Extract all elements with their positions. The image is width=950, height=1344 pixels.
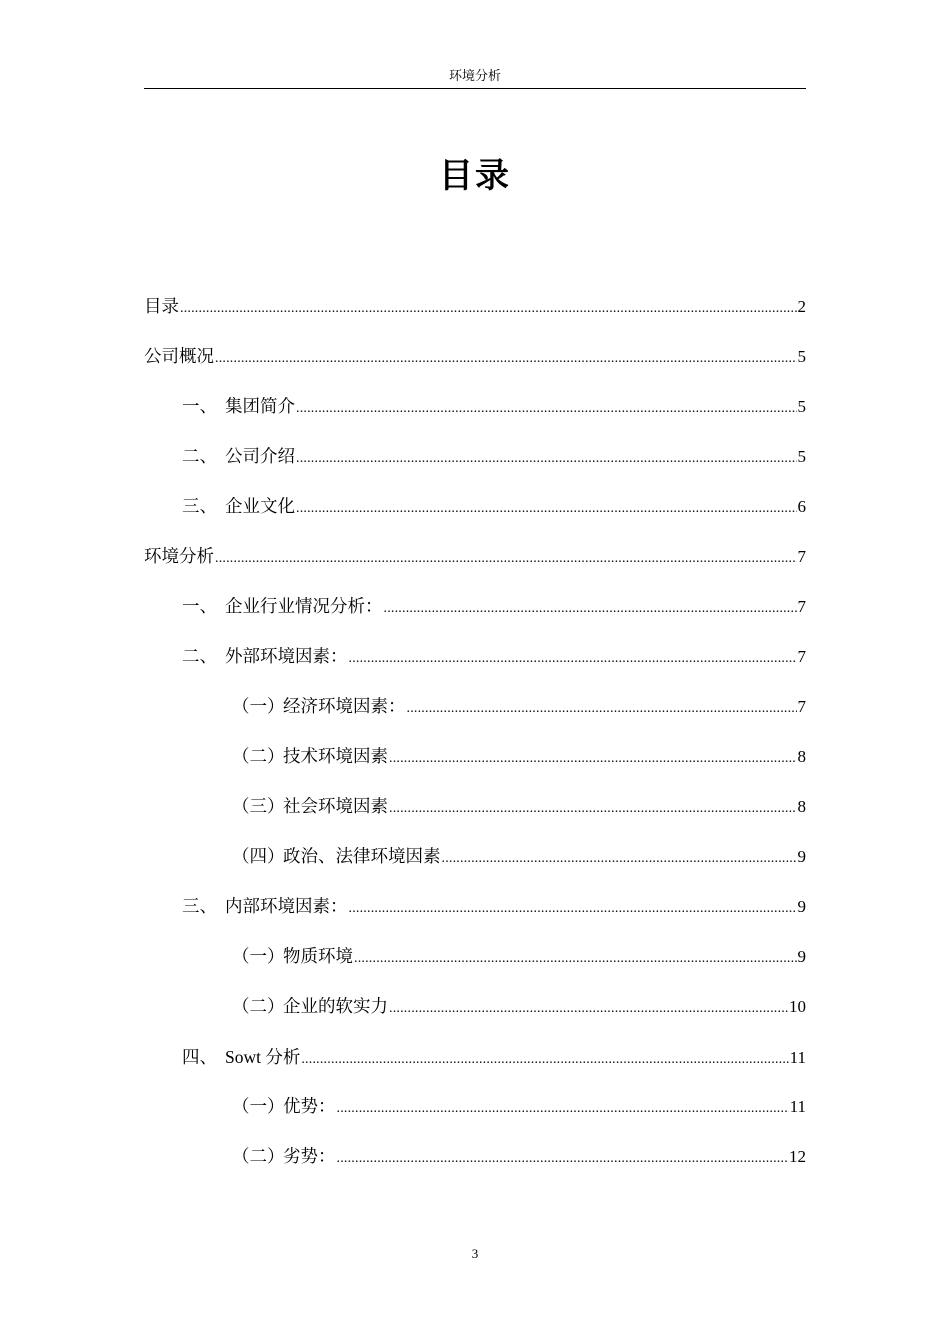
page-footer [0, 1246, 950, 1262]
toc-leader-dots [337, 1132, 789, 1182]
toc-entry-number: （三） [232, 797, 285, 817]
toc-page-number: 6 [797, 497, 806, 516]
toc-page-number: 11 [789, 1048, 806, 1067]
toc-entry-physical-environment[interactable] [144, 932, 806, 982]
toc-page-number: 5 [797, 347, 806, 366]
toc-entry-number: 一、 [182, 597, 217, 617]
toc-leader-dots [407, 682, 797, 732]
toc-page-number: 7 [797, 547, 806, 566]
toc-entry-number: 一、 [182, 397, 217, 417]
toc-entry-strengths[interactable] [144, 1082, 806, 1132]
page-number: 3 [471, 1246, 479, 1261]
toc-page-number: 7 [797, 647, 806, 666]
toc-entry-industry-analysis[interactable] [144, 582, 806, 632]
toc-entry-number: （一） [232, 947, 285, 967]
toc-leader-dots [389, 782, 797, 832]
toc-leader-dots [301, 1033, 788, 1083]
toc-entry-number: 三、 [182, 897, 217, 917]
toc-leader-dots [389, 732, 797, 782]
toc-entry-label: 外部环境因素： [225, 647, 348, 667]
toc-entry-political-legal-factors[interactable] [144, 832, 806, 882]
toc-entry-technology-factors[interactable] [144, 732, 806, 782]
toc-entry-group-intro[interactable] [144, 382, 806, 432]
toc-entry-number: 三、 [182, 497, 217, 517]
toc-entry-internal-factors[interactable] [144, 882, 806, 932]
toc-entry-label: 环境分析 [144, 547, 214, 567]
toc-entry-label: 内部环境因素： [225, 897, 348, 917]
toc-page-number: 9 [797, 897, 806, 916]
toc-entry-number: 二、 [182, 447, 217, 467]
toc-entry-number: 四、 [182, 1048, 217, 1068]
toc-entry-number: （二） [232, 1147, 285, 1167]
toc-leader-dots [349, 632, 797, 682]
toc-entry-label: 目录 [144, 297, 179, 317]
toc-entry-label: 优势： [283, 1097, 336, 1117]
toc-entry-label: Sowt 分析 [225, 1047, 301, 1067]
toc-entry-number: （四） [232, 847, 285, 867]
table-of-contents [144, 282, 806, 1182]
toc-page-number: 10 [789, 997, 806, 1016]
toc-entry-social-factors[interactable] [144, 782, 806, 832]
page-title: 目录 [439, 156, 511, 196]
toc-leader-dots [349, 882, 797, 932]
toc-leader-dots [296, 432, 797, 482]
toc-page-number: 9 [797, 947, 806, 966]
toc-entry-sowt-analysis[interactable] [144, 1032, 806, 1082]
toc-leader-dots [296, 482, 797, 532]
toc-leader-dots [215, 332, 797, 382]
toc-leader-dots [180, 282, 797, 332]
toc-page-number: 5 [797, 447, 806, 466]
toc-entry-label: 企业行业情况分析： [225, 597, 383, 617]
toc-entry-number: （二） [232, 997, 285, 1017]
toc-leader-dots [354, 932, 797, 982]
toc-entry-label: 物质环境 [283, 947, 353, 967]
toc-entry-environment-analysis[interactable] [144, 532, 806, 582]
toc-page-number: 12 [789, 1147, 806, 1166]
toc-page-number: 8 [797, 747, 806, 766]
toc-leader-dots [389, 982, 788, 1032]
toc-entry-label: 社会环境因素 [283, 797, 388, 817]
toc-leader-dots [442, 832, 797, 882]
toc-entry-label: 技术环境因素 [283, 747, 388, 767]
toc-entry-number: （一） [232, 1097, 285, 1117]
toc-page-number: 8 [797, 797, 806, 816]
toc-entry-label: 经济环境因素： [283, 697, 406, 717]
toc-page-number: 11 [789, 1097, 806, 1116]
toc-entry-external-factors[interactable] [144, 632, 806, 682]
toc-page-number: 9 [797, 847, 806, 866]
toc-page-number: 7 [797, 697, 806, 716]
toc-leader-dots [215, 532, 797, 582]
toc-entry-label: 集团简介 [225, 397, 295, 417]
toc-entry-corporate-culture[interactable] [144, 482, 806, 532]
toc-entry-label: 劣势： [283, 1147, 336, 1167]
toc-entry-contents[interactable] [144, 282, 806, 332]
header-text: 环境分析 [448, 69, 501, 84]
toc-entry-number: （一） [232, 697, 285, 717]
toc-entry-label: 企业的软实力 [283, 997, 388, 1017]
page-header [144, 66, 806, 89]
toc-entry-number: （二） [232, 747, 285, 767]
toc-page-number: 5 [797, 397, 806, 416]
toc-entry-company-intro[interactable] [144, 432, 806, 482]
toc-entry-company-overview[interactable] [144, 332, 806, 382]
toc-page-number: 7 [797, 597, 806, 616]
toc-leader-dots [384, 582, 797, 632]
toc-entry-economic-factors[interactable] [144, 682, 806, 732]
toc-entry-label: 公司介绍 [225, 447, 295, 467]
toc-entry-weaknesses[interactable] [144, 1132, 806, 1182]
toc-entry-label: 公司概况 [144, 347, 214, 367]
toc-leader-dots [337, 1082, 789, 1132]
toc-entry-number: 二、 [182, 647, 217, 667]
toc-entry-soft-power[interactable] [144, 982, 806, 1032]
toc-entry-label: 政治、法律环境因素 [283, 847, 441, 867]
toc-page-number: 2 [797, 297, 806, 316]
toc-entry-label: 企业文化 [225, 497, 295, 517]
toc-leader-dots [296, 382, 797, 432]
